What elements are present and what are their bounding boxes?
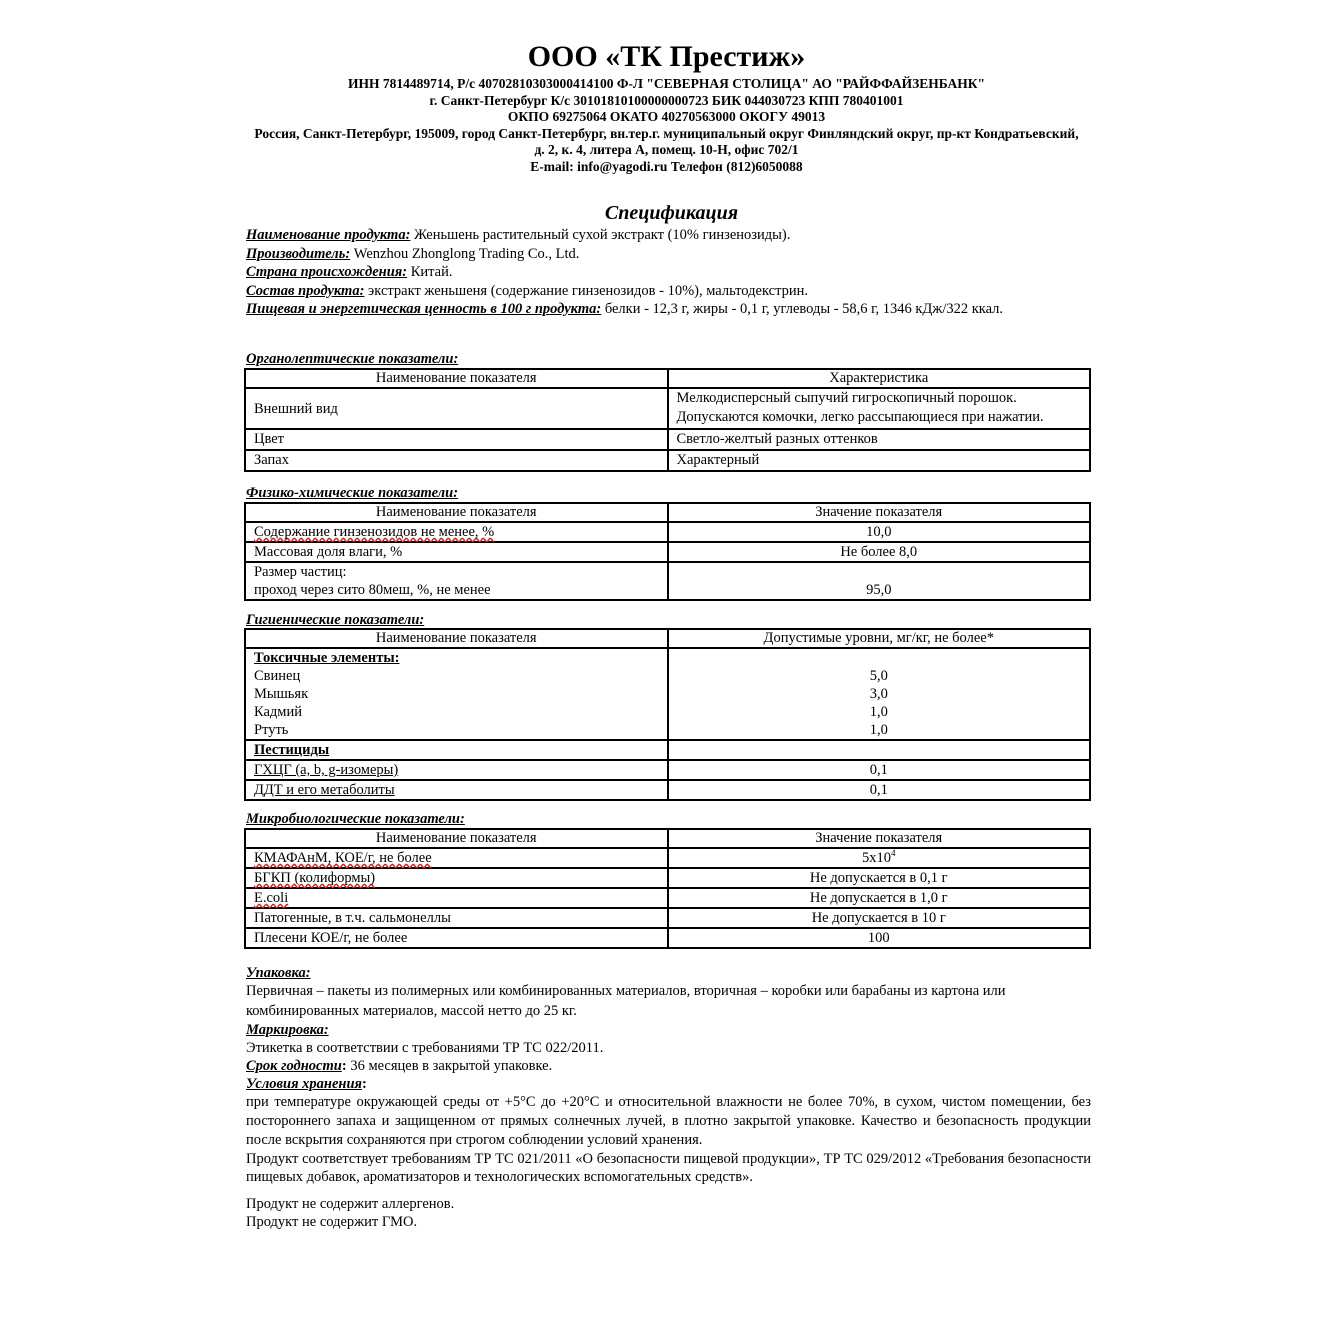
micro-heading: Микробиологические показатели: bbox=[246, 811, 465, 827]
indicator-value-text: 5х10 bbox=[862, 850, 891, 866]
indicator-value: Характерный bbox=[668, 450, 1091, 471]
table-row bbox=[245, 388, 1090, 429]
indicator-value: Не допускается в 1,0 г bbox=[668, 888, 1091, 908]
indicator-value: Не более 8,0 bbox=[668, 542, 1091, 562]
organoleptic-heading: Органолептические показатели: bbox=[246, 351, 459, 367]
indicator-name bbox=[245, 888, 668, 908]
product-info bbox=[246, 226, 1091, 319]
indicator-value: 100 bbox=[668, 928, 1091, 948]
table-row bbox=[245, 740, 1090, 760]
column-header: Значение показателя bbox=[668, 503, 1091, 522]
letterhead-line-contacts: E-mail: info@yagodi.ru Телефон (812)6050088 bbox=[530, 158, 803, 174]
indicator-value: Не допускается в 10 г bbox=[668, 908, 1091, 928]
exponent: 4 bbox=[891, 848, 896, 859]
table-row bbox=[245, 868, 1090, 888]
country-value: Китай. bbox=[407, 264, 453, 280]
pesticides-heading: Пестициды bbox=[245, 740, 668, 760]
table-row bbox=[245, 760, 1090, 780]
storage-text: при температуре окружающей среды от +5°С до +20°С и относительной влажности не более 70%, в сухом, чистом помещении, без постороннего запаха и защищенном от прямых солнечных лучей, в плотно закрытой упаковке. Качество и безопасность продукции после вскрытия сохраняются при строгом соблюдении условий хранения. bbox=[246, 1094, 1091, 1148]
indicator-name: ДДТ и его метаболиты bbox=[245, 780, 668, 800]
physchem-table bbox=[244, 502, 1091, 601]
indicator-name-text: КМАФАнМ, КОЕ/г, не более bbox=[254, 850, 432, 866]
manufacturer-label: Производитель: bbox=[246, 245, 351, 262]
indicator-name bbox=[245, 648, 668, 740]
shelf-life-label: Срок годности bbox=[246, 1058, 342, 1074]
indicator-name-line: проход через сито 80меш, %, не менее bbox=[254, 582, 491, 598]
table-row bbox=[245, 429, 1090, 450]
table-row bbox=[245, 888, 1090, 908]
micro-table bbox=[244, 828, 1091, 949]
column-header: Наименование показателя bbox=[245, 629, 668, 648]
table-row bbox=[245, 928, 1090, 948]
table-row bbox=[245, 562, 1090, 600]
letterhead-line-okpo: ОКПО 69275064 ОКАТО 40270563000 ОКОГУ 49013 bbox=[507, 109, 826, 124]
organoleptic-table bbox=[244, 368, 1091, 472]
indicator-name bbox=[245, 848, 668, 868]
indicator-value: 10,0 bbox=[668, 522, 1091, 542]
indicator-name-line: Свинец bbox=[254, 668, 301, 684]
table-row bbox=[245, 522, 1090, 542]
indicator-name: ГХЦГ (a, b, g-изомеры) bbox=[245, 760, 668, 780]
manufacturer-value: Wenzhou Zhonglong Trading Co., Ltd. bbox=[350, 245, 580, 262]
physchem-heading: Физико-химические показатели: bbox=[246, 485, 459, 501]
indicator-value bbox=[668, 848, 1091, 868]
column-header: Значение показателя bbox=[668, 829, 1091, 848]
indicator-name-line: Мышьяк bbox=[254, 686, 309, 702]
product-name-line bbox=[246, 226, 1091, 245]
manufacturer-line bbox=[246, 245, 1091, 264]
indicator-value-line: 5,0 bbox=[869, 668, 888, 684]
nutrition-value: белки - 12,3 г, жиры - 0,1 г, углеводы - 58,6 г, 1346 кДж/322 ккал. bbox=[601, 301, 1004, 317]
indicator-name bbox=[245, 562, 668, 600]
indicator-name: Внешний вид bbox=[245, 388, 668, 429]
letterhead-line-address: Россия, Санкт-Петербург, 195009, город Санкт-Петербург, вн.тер.г. муниципальный округ Финляндский округ, пр-кт Кондратьевский, bbox=[254, 125, 1079, 141]
column-header: Допустимые уровни, мг/кг, не более* bbox=[668, 629, 1091, 648]
nutrition-label: Пищевая и энергетическая ценность в 100 г продукта: bbox=[246, 301, 602, 317]
indicator-name-text: БГКП (колиформы) bbox=[254, 870, 376, 886]
table-header-row bbox=[245, 369, 1090, 388]
indicator-value: 95,0 bbox=[668, 562, 1091, 600]
shelf-life-colon: : bbox=[341, 1058, 347, 1074]
indicator-name: Плесени КОЕ/г, не более bbox=[245, 928, 668, 948]
packaging-label: Упаковка: bbox=[246, 965, 311, 981]
indicator-value: 0,1 bbox=[668, 760, 1091, 780]
indicator-name bbox=[245, 868, 668, 888]
product-name-label: Наименование продукта: bbox=[246, 227, 411, 243]
indicator-name: Массовая доля влаги, % bbox=[245, 542, 668, 562]
indicator-value-line: 1,0 bbox=[869, 704, 888, 720]
indicator-value: Мелкодисперсный сыпучий гигроскопичный порошок. Допускаются комочки, легко рассыпающиеся при нажатии. bbox=[668, 388, 1091, 429]
indicator-value: Светло-желтый разных оттенков bbox=[668, 429, 1091, 450]
composition-value: экстракт женьшеня (содержание гинзенозидов - 10%), мальтодекстрин. bbox=[364, 282, 808, 299]
company-name: ООО «ТК Престиж» bbox=[527, 40, 806, 73]
column-header: Наименование показателя bbox=[245, 503, 668, 522]
indicator-name: Цвет bbox=[245, 429, 668, 450]
letterhead-line-bank: ИНН 7814489714, Р/с 40702810303000414100 Ф-Л "СЕВЕРНАЯ СТОЛИЦА" АО "РАЙФФАЙЗЕНБАНК" bbox=[347, 76, 986, 91]
storage-label-line bbox=[246, 1075, 1091, 1093]
composition-line bbox=[246, 282, 1091, 301]
document-title: Спецификация bbox=[604, 202, 739, 224]
column-header: Наименование показателя bbox=[245, 829, 668, 848]
indicator-name-text: Содержание гинзенозидов не менее, % bbox=[254, 524, 495, 540]
table-row bbox=[245, 450, 1090, 471]
indicator-value bbox=[668, 648, 1091, 740]
table-header-row bbox=[245, 503, 1090, 522]
indicator-value-line: 1,0 bbox=[869, 722, 888, 738]
compliance-text: Продукт соответствует требованиям ТР ТС 021/2011 «О безопасности пищевой продукции», ТР ТС 029/2012 «Требования безопасности пищевых добавок, ароматизаторов и технологических вспомогательных средств». bbox=[246, 1151, 1091, 1185]
column-header: Характеристика bbox=[668, 369, 1091, 388]
storage-colon: : bbox=[362, 1076, 367, 1092]
table-row bbox=[245, 848, 1090, 868]
indicator-value: 0,1 bbox=[668, 780, 1091, 800]
toxic-elements-heading: Токсичные элементы: bbox=[254, 650, 400, 666]
table-header-row bbox=[245, 829, 1090, 848]
table-row bbox=[245, 780, 1090, 800]
table-row bbox=[245, 542, 1090, 562]
packaging-section bbox=[246, 964, 1091, 1231]
marking-text: Этикетка в соответствии с требованиями ТР ТС 022/2011. bbox=[246, 1040, 604, 1056]
gmo-note: Продукт не содержит ГМО. bbox=[246, 1214, 418, 1230]
table-header-row bbox=[245, 629, 1090, 648]
indicator-name: Патогенные, в т.ч. сальмонеллы bbox=[245, 908, 668, 928]
allergens-note: Продукт не содержит аллергенов. bbox=[246, 1196, 455, 1212]
letterhead-line-address-2: д. 2, к. 4, литера А, помещ. 10-Н, офис 702/1 bbox=[534, 142, 799, 157]
indicator-name bbox=[245, 522, 668, 542]
letterhead-line-bik: г. Санкт-Петербург К/с 30101810100000000723 БИК 044030723 КПП 780401001 bbox=[429, 92, 904, 108]
table-row bbox=[245, 908, 1090, 928]
indicator-value: Не допускается в 0,1 г bbox=[668, 868, 1091, 888]
hygiene-heading: Гигиенические показатели: bbox=[246, 612, 425, 628]
nutrition-line bbox=[246, 300, 1091, 319]
packaging-text: Первичная – пакеты из полимерных или комбинированных материалов, вторичная – коробки или барабаны из картона или комбинированных материалов, массой нетто до 25 кг. bbox=[246, 983, 1006, 1019]
shelf-life-line bbox=[246, 1057, 1091, 1075]
indicator-name-line: Ртуть bbox=[254, 722, 289, 738]
indicator-name: Запах bbox=[245, 450, 668, 471]
shelf-life-text: 36 месяцев в закрытой упаковке. bbox=[346, 1058, 553, 1074]
indicator-name-line: Размер частиц: bbox=[254, 564, 347, 580]
composition-label: Состав продукта: bbox=[246, 282, 365, 299]
column-header: Наименование показателя bbox=[245, 369, 668, 388]
indicator-name-line: Кадмий bbox=[254, 704, 302, 720]
marking-label: Маркировка: bbox=[246, 1022, 329, 1038]
table-row bbox=[245, 648, 1090, 740]
empty-cell bbox=[668, 740, 1091, 760]
indicator-name-text: E.coli bbox=[254, 890, 289, 906]
country-line bbox=[246, 263, 1091, 282]
storage-label: Условия хранения bbox=[246, 1076, 362, 1092]
hygiene-table bbox=[244, 628, 1091, 801]
product-name-value: Женьшень растительный сухой экстракт (10% гинзенозиды). bbox=[410, 227, 791, 243]
indicator-value-line: 3,0 bbox=[869, 686, 888, 702]
country-label: Страна происхождения: bbox=[246, 264, 408, 280]
letterhead bbox=[200, 38, 1133, 175]
